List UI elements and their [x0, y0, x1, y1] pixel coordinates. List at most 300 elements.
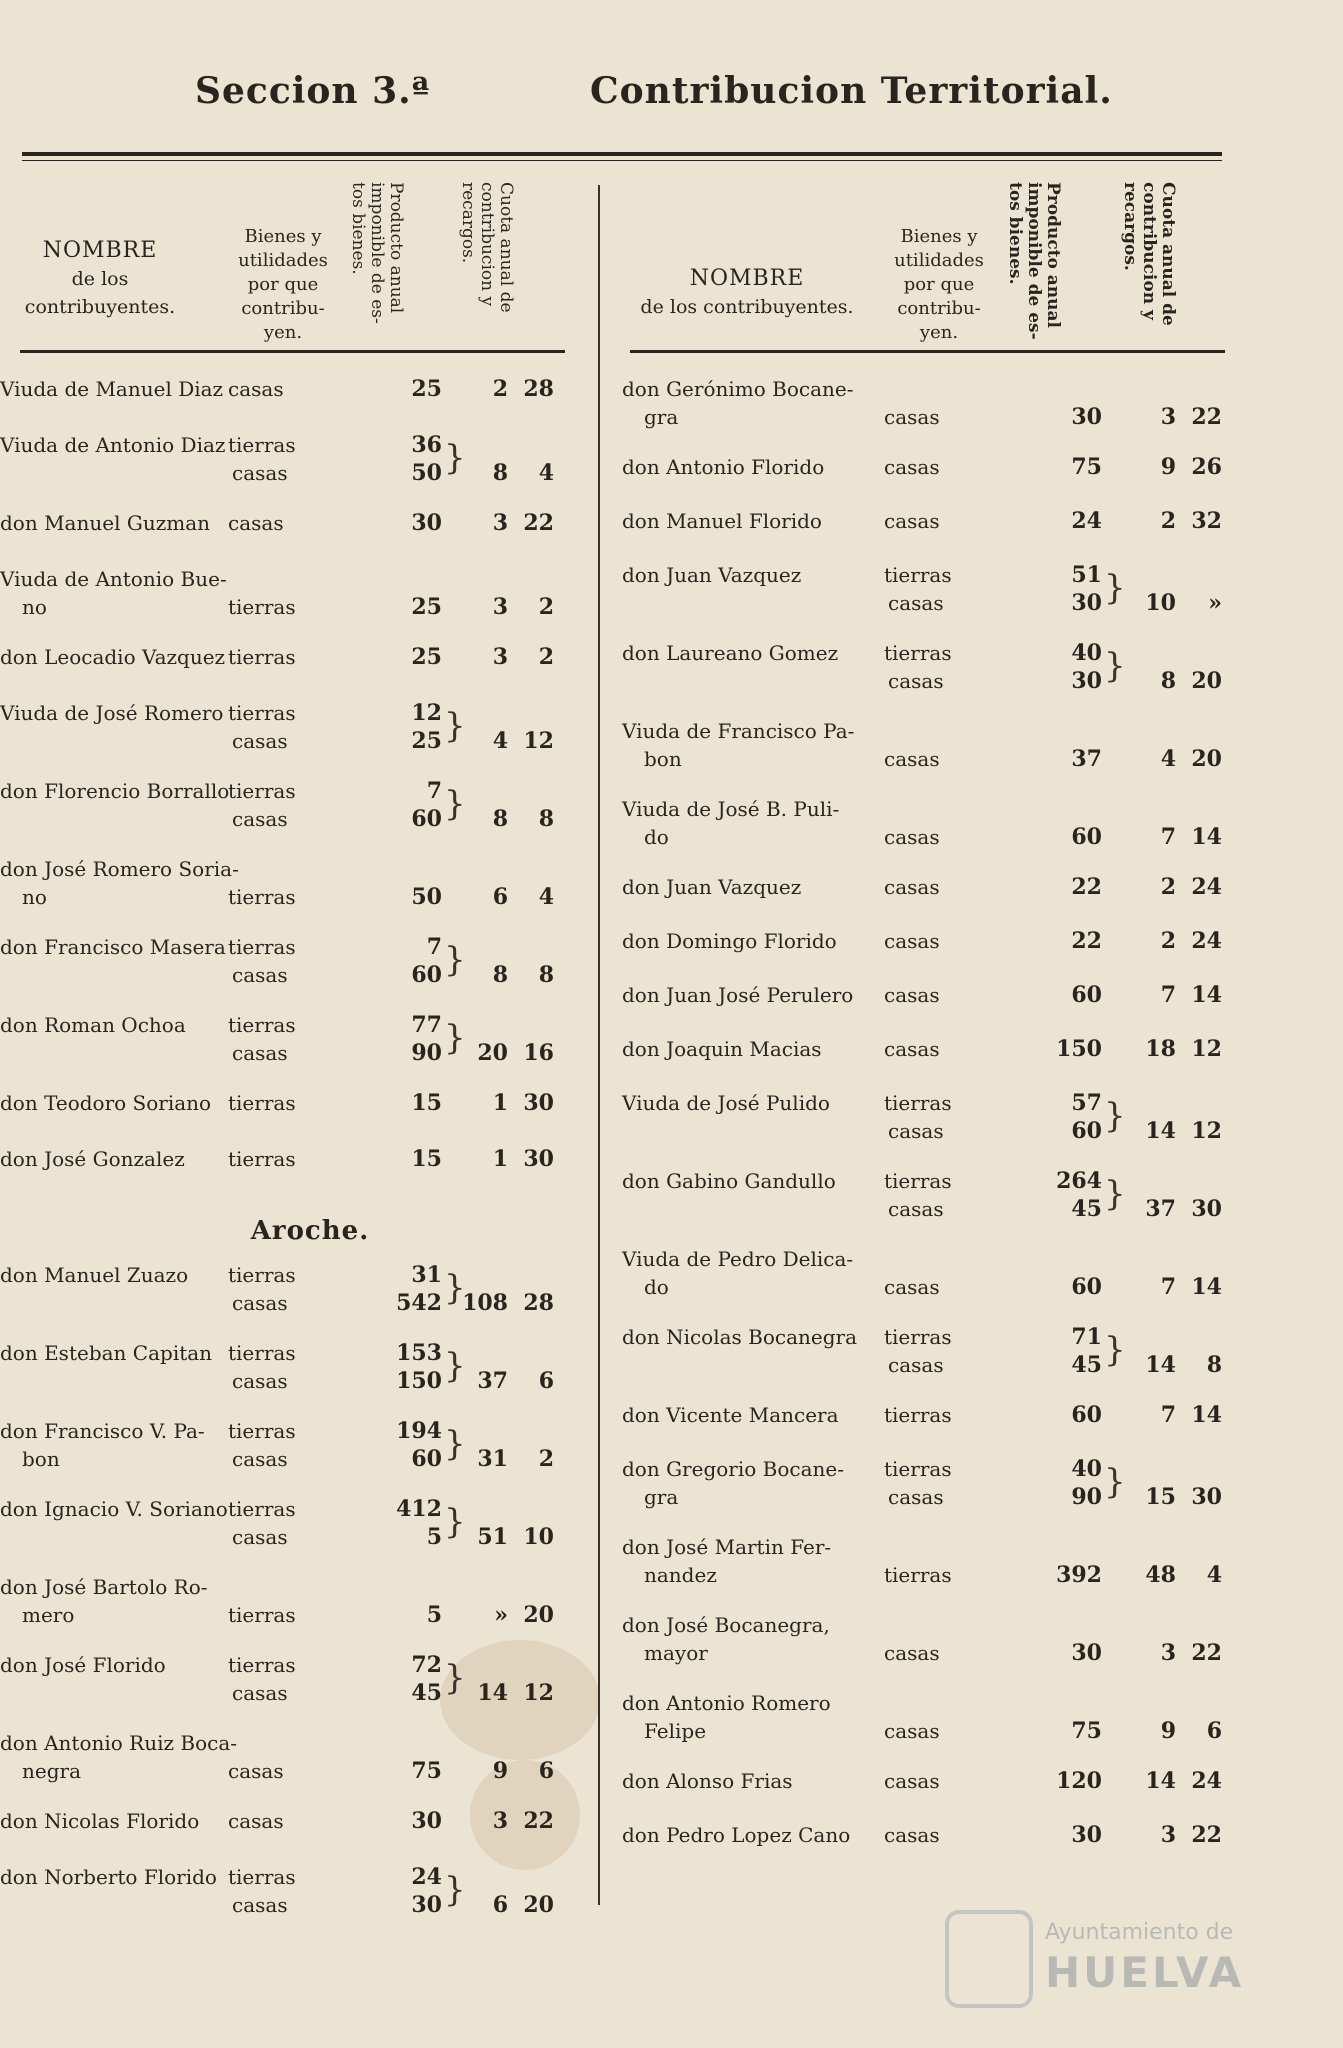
producto-value: 60: [411, 962, 442, 988]
cuota-cell: [1120, 1401, 1222, 1429]
producto-cell: [372, 1145, 442, 1173]
producto-cell: [1032, 1089, 1102, 1145]
table-row: [0, 855, 620, 933]
contributor-name: [0, 1573, 208, 1629]
producto-value: 150: [396, 1368, 442, 1394]
table-row: [622, 375, 1242, 453]
table-row: [622, 1089, 1242, 1167]
producto-value: 24: [411, 1864, 442, 1890]
producto-value: 5: [426, 1602, 442, 1628]
bienes-cell: [884, 1273, 940, 1301]
brace-mark: }: [444, 1870, 466, 1910]
cuota-maravedis: 28: [523, 376, 554, 402]
cuota-reales: 2: [492, 376, 508, 402]
table-row: [622, 1401, 1242, 1455]
producto-cell: [1032, 561, 1102, 617]
producto-value: 50: [411, 884, 442, 910]
producto-cell: [1032, 823, 1102, 851]
bienes-value: tierras: [884, 641, 952, 665]
header-bienes: [228, 225, 338, 345]
contributor-name-line: don Juan Vazquez: [622, 563, 802, 587]
bienes-value: casas: [888, 1353, 944, 1377]
cuota-reales: 3: [492, 644, 508, 670]
producto-cell: [372, 1601, 442, 1629]
producto-cell: [372, 1011, 442, 1067]
cuota-reales: 15: [1145, 1484, 1176, 1510]
producto-cell: [372, 1495, 442, 1551]
producto-value: 45: [1071, 1196, 1102, 1222]
producto-cell: [372, 1807, 442, 1835]
producto-value: 30: [1071, 668, 1102, 694]
cuota-reales: 8: [492, 962, 508, 988]
bienes-cell: [884, 507, 940, 535]
cuota-reales: 9: [492, 1758, 508, 1784]
header-bienes-line: yen.: [263, 322, 303, 343]
contributor-name-line: don José Martin Fer-: [622, 1535, 832, 1559]
cuota-maravedis: 4: [538, 884, 554, 910]
bienes-cell: [228, 1011, 296, 1067]
bienes-cell: [884, 1455, 952, 1511]
producto-cell: [372, 1261, 442, 1317]
contributor-name-line: don Laureano Gomez: [622, 641, 839, 665]
contributor-name-line: gra: [644, 1485, 679, 1509]
producto-value: 31: [411, 1262, 442, 1288]
table-row: [622, 1323, 1242, 1401]
table-row: [622, 1821, 1242, 1875]
producto-cell: [1032, 507, 1102, 535]
table-row: [0, 1863, 620, 1941]
bienes-value: casas: [884, 1037, 940, 1061]
cuota-maravedis: 22: [1191, 404, 1222, 430]
contributor-name: [0, 1089, 211, 1117]
table-row: [0, 1729, 620, 1807]
producto-cell: [372, 643, 442, 671]
contributor-name-line: don Francisco V. Pa-: [0, 1419, 205, 1443]
producto-value: 12: [411, 700, 442, 726]
producto-value: 120: [1056, 1768, 1102, 1794]
producto-value: 45: [411, 1680, 442, 1706]
bienes-cell: [884, 1717, 940, 1745]
producto-cell: [1032, 453, 1102, 481]
cuota-cell: [452, 1145, 554, 1173]
contributor-name-line: don Ignacio V. Soriano: [0, 1497, 228, 1521]
cuota-maravedis: 30: [523, 1090, 554, 1116]
watermark-line2: HUELVA: [1045, 1948, 1245, 1997]
brace-mark: }: [444, 1658, 466, 1698]
contributor-name: [622, 795, 839, 851]
contributor-name-line: Viuda de José Romero: [0, 701, 224, 725]
producto-value: 22: [1071, 874, 1102, 900]
table-row: [622, 1611, 1242, 1689]
contributor-name: [0, 1145, 185, 1173]
contributor-name-line: Viuda de José Pulido: [622, 1091, 830, 1115]
contributor-name-line: gra: [644, 405, 679, 429]
table-row: [622, 1035, 1242, 1089]
table-row: [0, 1339, 620, 1417]
contributor-name-line: don Florencio Borrallo: [0, 779, 230, 803]
cuota-cell: [452, 509, 554, 537]
contributor-name-line: don Vicente Mancera: [622, 1403, 839, 1427]
producto-cell: [372, 933, 442, 989]
table-row: [622, 507, 1242, 561]
watermark-line1: Ayuntamiento de: [1045, 1920, 1234, 1945]
table-row: [0, 933, 620, 1011]
cuota-cell: [452, 1757, 554, 1785]
producto-cell: [1032, 1323, 1102, 1379]
bienes-cell: [884, 1089, 952, 1145]
cuota-reales: 2: [1160, 928, 1176, 954]
bienes-value: tierras: [884, 1563, 952, 1587]
producto-value: 30: [411, 1892, 442, 1918]
header-bienes-line: utilidades: [894, 250, 984, 271]
cuota-cell: [1120, 1821, 1222, 1849]
table-row: [0, 777, 620, 855]
header-bienes-line: Bienes y: [244, 226, 322, 247]
header-bienes-line: por que: [903, 274, 975, 295]
contributor-name: [622, 1323, 857, 1351]
cuota-reales: 7: [1160, 824, 1176, 850]
producto-value: 51: [1071, 562, 1102, 588]
producto-value: 22: [1071, 928, 1102, 954]
cuota-cell: [1120, 745, 1222, 773]
header-cuota: Cuota anual de contribucion y recargos.: [458, 182, 516, 313]
contributor-name-line: don Francisco Masera: [0, 935, 226, 959]
producto-cell: [372, 1651, 442, 1707]
producto-cell: [372, 509, 442, 537]
watermark: [945, 1900, 1245, 2010]
cuota-cell: [1120, 1035, 1222, 1063]
contributor-name-line: don Teodoro Soriano: [0, 1091, 212, 1115]
contributor-name-line: don Gregorio Bocane-: [622, 1457, 844, 1481]
bienes-cell: [884, 639, 952, 695]
table-row: [622, 1767, 1242, 1821]
contributor-name: [622, 1401, 839, 1429]
cuota-cell: [452, 593, 554, 621]
cuota-maravedis: 32: [1191, 508, 1222, 534]
contributor-name: [622, 1245, 853, 1301]
bienes-value: tierras: [228, 1341, 296, 1365]
producto-cell: [1032, 1273, 1102, 1301]
cuota-reales: »: [494, 1602, 508, 1628]
cuota-cell: [452, 1891, 554, 1919]
table-row: [622, 1167, 1242, 1245]
table-row: [622, 1689, 1242, 1767]
producto-cell: [372, 593, 442, 621]
bienes-cell: [228, 933, 296, 989]
contributor-name: [622, 1089, 830, 1117]
contributor-name: [0, 431, 225, 459]
bienes-value: casas: [232, 1681, 288, 1705]
contributor-name-line: bon: [644, 747, 682, 771]
cuota-reales: 10: [1145, 590, 1176, 616]
bienes-value: tierras: [228, 595, 296, 619]
contributor-name-line: Viuda de Antonio Bue-: [0, 567, 227, 591]
producto-cell: [1032, 745, 1102, 773]
producto-value: 15: [411, 1146, 442, 1172]
table-row: [622, 873, 1242, 927]
producto-value: 392: [1056, 1562, 1102, 1588]
bienes-value: tierras: [228, 1603, 296, 1627]
bienes-value: tierras: [228, 1419, 296, 1443]
table-row: [0, 643, 620, 699]
header-nombre-line2: de los contribuyentes.: [24, 268, 176, 318]
contributor-name-line: do: [644, 825, 669, 849]
producto-cell: [1032, 639, 1102, 695]
bienes-value: casas: [888, 1485, 944, 1509]
table-row: [622, 639, 1242, 717]
bienes-cell: [228, 643, 296, 671]
brace-mark: }: [1104, 1174, 1126, 1214]
header-nombre-line1: NOMBRE: [42, 238, 158, 263]
cuota-maravedis: 16: [523, 1040, 554, 1066]
producto-value: 40: [1071, 640, 1102, 666]
bienes-cell: [228, 1863, 296, 1919]
cuota-cell: [1120, 403, 1222, 431]
bienes-value: casas: [232, 461, 288, 485]
bienes-cell: [228, 593, 296, 621]
contributor-name-line: don José Bocanegra,: [622, 1613, 830, 1637]
bienes-value: tierras: [228, 1865, 296, 1889]
town-heading: Aroche.: [250, 1216, 370, 1246]
contributor-name: [622, 1035, 822, 1063]
producto-value: 57: [1071, 1090, 1102, 1116]
bienes-cell: [228, 1261, 296, 1317]
cuota-reales: 14: [1145, 1118, 1176, 1144]
cuota-maravedis: 14: [1191, 1402, 1222, 1428]
bienes-value: casas: [884, 929, 940, 953]
cuota-reales: 14: [477, 1680, 508, 1706]
producto-value: 77: [411, 1012, 442, 1038]
cuota-cell: [1120, 1351, 1222, 1379]
contributor-name: [622, 1167, 836, 1195]
bienes-value: casas: [884, 1823, 940, 1847]
cuota-maravedis: 20: [1191, 746, 1222, 772]
cuota-cell: [452, 1523, 554, 1551]
contributor-name: [622, 717, 854, 773]
producto-value: 542: [396, 1290, 442, 1316]
bienes-value: casas: [232, 1291, 288, 1315]
brace-mark: }: [444, 784, 466, 824]
producto-value: 7: [426, 778, 442, 804]
producto-value: 40: [1071, 1456, 1102, 1482]
cuota-maravedis: 12: [1191, 1118, 1222, 1144]
bienes-value: tierras: [228, 645, 296, 669]
brace-mark: }: [444, 1268, 466, 1308]
cuota-maravedis: 14: [1191, 982, 1222, 1008]
cuota-maravedis: 2: [538, 644, 554, 670]
producto-cell: [372, 1863, 442, 1919]
producto-value: 60: [411, 1446, 442, 1472]
table-row: [0, 509, 620, 565]
header-bienes-line: yen.: [919, 322, 959, 343]
contributor-name: [0, 1807, 199, 1835]
bienes-cell: [228, 509, 284, 537]
contributor-name-line: don Gabino Gandullo: [622, 1169, 836, 1193]
table-row: [622, 453, 1242, 507]
contributor-name-line: don Leocadio Vazquez: [0, 645, 226, 669]
bienes-value: casas: [884, 509, 940, 533]
producto-value: 25: [411, 728, 442, 754]
bienes-value: casas: [884, 875, 940, 899]
cuota-cell: [1120, 823, 1222, 851]
bienes-cell: [884, 1401, 952, 1429]
cuota-maravedis: 14: [1191, 824, 1222, 850]
table-row: [0, 1651, 620, 1729]
bienes-value: tierras: [228, 1091, 296, 1115]
cuota-cell: [1120, 667, 1222, 695]
bienes-value: tierras: [228, 935, 296, 959]
producto-value: 30: [1071, 1822, 1102, 1848]
header-producto: Producto anual imponible de es- tos bienes.: [348, 182, 406, 324]
cuota-cell: [1120, 1195, 1222, 1223]
city-logo-icon: [945, 1910, 1033, 2008]
bienes-value: tierras: [228, 1263, 296, 1287]
contributor-name-line: don Nicolas Florido: [0, 1809, 200, 1833]
bienes-cell: [228, 431, 296, 487]
producto-value: 30: [1071, 590, 1102, 616]
producto-cell: [1032, 1561, 1102, 1589]
cuota-cell: [1120, 453, 1222, 481]
cuota-maravedis: 6: [538, 1368, 554, 1394]
cuota-cell: [452, 1289, 554, 1317]
cuota-maravedis: 22: [523, 510, 554, 536]
header-nombre: [632, 265, 862, 321]
table-row: [0, 1261, 620, 1339]
cuota-maravedis: »: [1208, 590, 1222, 616]
cuota-reales: 2: [1160, 508, 1176, 534]
producto-value: 75: [1071, 454, 1102, 480]
bienes-value: casas: [884, 455, 940, 479]
contributor-name-line: do: [644, 1275, 669, 1299]
producto-value: 150: [1056, 1036, 1102, 1062]
cuota-cell: [452, 1807, 554, 1835]
contributor-name-line: don Esteban Capitan: [0, 1341, 213, 1365]
cuota-cell: [1120, 927, 1222, 955]
cuota-cell: [1120, 1117, 1222, 1145]
producto-value: 30: [1071, 1640, 1102, 1666]
producto-cell: [1032, 1401, 1102, 1429]
cuota-reales: 6: [492, 1892, 508, 1918]
producto-value: 36: [411, 432, 442, 458]
contributor-name: [622, 873, 801, 901]
cuota-cell: [452, 1039, 554, 1067]
contributor-name: [0, 1339, 212, 1367]
bienes-cell: [884, 1821, 940, 1849]
bienes-value: casas: [232, 729, 288, 753]
cuota-cell: [1120, 1639, 1222, 1667]
contributor-name-line: mayor: [644, 1641, 708, 1665]
contributor-name: [622, 1821, 850, 1849]
bienes-cell: [884, 745, 940, 773]
bienes-value: casas: [884, 1641, 940, 1665]
bienes-cell: [884, 453, 940, 481]
cuota-reales: 8: [492, 806, 508, 832]
table-row: [0, 1417, 620, 1495]
producto-value: 194: [396, 1418, 442, 1444]
contributor-name: [0, 565, 227, 621]
cuota-cell: [452, 961, 554, 989]
producto-value: 60: [1071, 1402, 1102, 1428]
producto-cell: [372, 1417, 442, 1473]
cuota-maravedis: 30: [1191, 1484, 1222, 1510]
contributor-name-line: don José Romero Soria-: [0, 857, 239, 881]
cuota-maravedis: 24: [1191, 1768, 1222, 1794]
producto-cell: [1032, 1639, 1102, 1667]
bienes-value: casas: [888, 591, 944, 615]
cuota-reales: 9: [1160, 454, 1176, 480]
column-header: [622, 180, 1242, 355]
header-bienes-line: utilidades: [238, 250, 328, 271]
producto-cell: [1032, 1167, 1102, 1223]
contributor-name-line: don José Gonzalez: [0, 1147, 185, 1171]
cuota-maravedis: 12: [1191, 1036, 1222, 1062]
contributor-name-line: don Antonio Ruiz Boca-: [0, 1731, 238, 1755]
cuota-reales: 7: [1160, 982, 1176, 1008]
cuota-cell: [452, 1445, 554, 1473]
bienes-cell: [884, 1639, 940, 1667]
contributor-name-line: don Pedro Lopez Cano: [622, 1823, 851, 1847]
producto-cell: [372, 883, 442, 911]
cuota-reales: 2: [1160, 874, 1176, 900]
contributor-name: [0, 1729, 237, 1785]
contributor-name-line: don Gerónimo Bocane-: [622, 377, 854, 401]
cuota-reales: 8: [1160, 668, 1176, 694]
header-rule: [22, 152, 1222, 156]
bienes-value: tierras: [884, 1403, 952, 1427]
bienes-value: casas: [228, 511, 284, 535]
bienes-value: casas: [884, 825, 940, 849]
producto-value: 7: [426, 934, 442, 960]
brace-mark: }: [1104, 1330, 1126, 1370]
brace-mark: }: [444, 1502, 466, 1542]
contributor-name-line: no: [22, 595, 47, 619]
bienes-cell: [884, 1035, 940, 1063]
cuota-reales: 8: [492, 460, 508, 486]
header-cuota: Cuota anual de contribucion y recargos.: [1120, 182, 1178, 326]
bienes-value: casas: [888, 1119, 944, 1143]
contributor-name: [622, 453, 824, 481]
bienes-cell: [228, 777, 296, 833]
brace-mark: }: [444, 1346, 466, 1386]
bienes-cell: [884, 927, 940, 955]
bienes-cell: [228, 1651, 296, 1707]
bienes-value: tierras: [884, 563, 952, 587]
brace-mark: }: [444, 1018, 466, 1058]
cuota-reales: 37: [477, 1368, 508, 1394]
cuota-reales: 14: [1145, 1352, 1176, 1378]
contributor-name-line: nandez: [644, 1563, 717, 1587]
producto-cell: [372, 431, 442, 487]
contributor-name-line: no: [22, 885, 47, 909]
bienes-value: casas: [888, 1197, 944, 1221]
cuota-cell: [1120, 1273, 1222, 1301]
cuota-maravedis: 12: [523, 1680, 554, 1706]
table-row: [622, 1533, 1242, 1611]
table-row: [622, 981, 1242, 1035]
producto-value: 60: [1071, 1274, 1102, 1300]
bienes-value: tierras: [228, 701, 296, 725]
table-row: [622, 561, 1242, 639]
bienes-cell: [884, 873, 940, 901]
contributor-name-line: negra: [22, 1759, 82, 1783]
bienes-value: casas: [884, 405, 940, 429]
cuota-reales: 37: [1145, 1196, 1176, 1222]
producto-value: 24: [1071, 508, 1102, 534]
cuota-maravedis: 22: [523, 1808, 554, 1834]
cuota-reales: 1: [492, 1146, 508, 1172]
bienes-cell: [228, 375, 284, 403]
producto-value: 45: [1071, 1352, 1102, 1378]
